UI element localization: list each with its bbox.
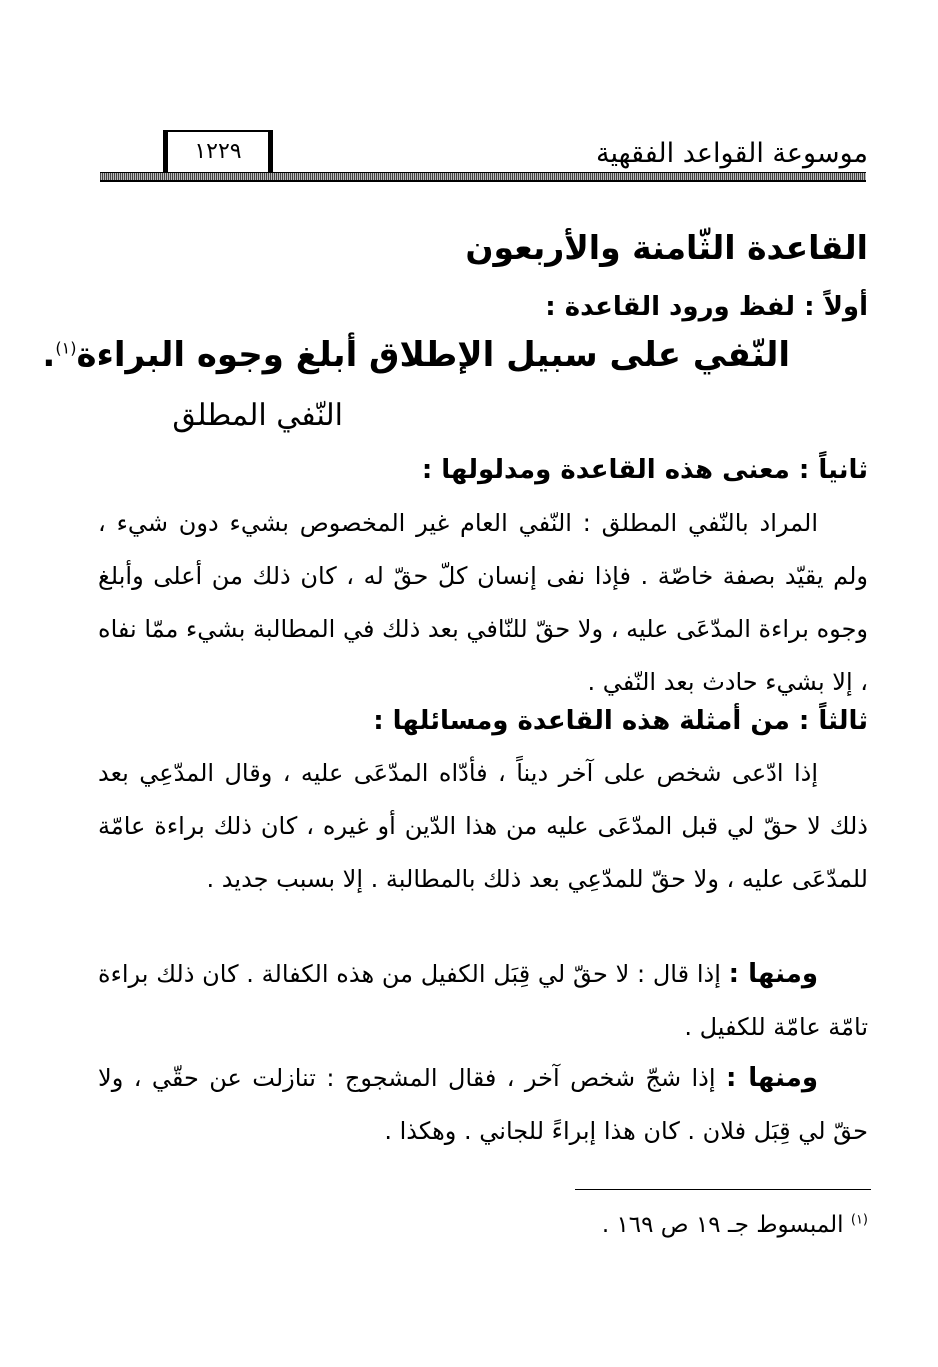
section-heading-meaning: ثانياً : معنى هذه القاعدة ومدلولها : — [421, 455, 868, 485]
example-paragraph-3 — [98, 1052, 868, 1158]
rule-statement-end: . — [42, 335, 56, 375]
section-heading-wording: أولاً : لفظ ورود القاعدة : — [545, 292, 868, 322]
rule-statement-text: النّفي على سبيل الإطلاق أبلغ وجوه البراءة — [76, 335, 790, 375]
footnote-marker: (١) — [55, 338, 77, 358]
footnote — [602, 1212, 868, 1238]
footnote-text: المبسوط جـ ١٩ ص ١٦٩ . — [601, 1212, 844, 1238]
example-paragraph-2 — [98, 948, 868, 1054]
rule-title: القاعدة الثّامنة والأربعون — [465, 228, 868, 267]
meaning-paragraph: المراد بالنّفي المطلق : النّفي العام غير المخصوص بشيء دون شيء ، ولم يقيّد بصفة خاصّة . فإذا نفى إنسان كلّ حقّ له ، كان ذلك من أعلى وأبلغ وجوه براءة المدّعَى عليه ، ولا حقّ للنّافي بعد ذلك في المطالبة بشيء ممّا نفاه ، إلا بشيء حادث بعد النّفي . — [98, 509, 868, 696]
example-2-lead: ومنها : — [728, 959, 818, 989]
section-heading-examples: ثالثاً : من أمثلة هذه القاعدة ومسائلها : — [373, 706, 868, 736]
running-header-title: موسوعة القواعد الفقهية — [596, 138, 868, 169]
page-number: ١٢٢٩ — [194, 139, 242, 164]
rule-alternate-name: النّفي المطلق — [172, 398, 343, 433]
page-number-box — [163, 130, 273, 172]
rule-statement — [42, 335, 790, 375]
example-3-lead: ومنها : — [725, 1063, 818, 1093]
footnote-separator — [575, 1189, 871, 1190]
example-2-text: إذا قال : لا حقّ لي قِبَل الكفيل من هذه الكفالة . كان ذلك براءة تامّة عامّة للكفيل . — [98, 960, 868, 1041]
header-rule — [100, 172, 866, 182]
example-3-text: إذا شجّ شخص آخر ، فقال المشجوج : تنازلت عن حقّي ، ولا حقّ لي قِبَل فلان . كان هذا إبراءً للجاني . وهكذا . — [98, 1064, 868, 1145]
footnote-number: (١) — [850, 1212, 868, 1228]
example-paragraph-1: إذا ادّعى شخص على آخر ديناً ، فأدّاه المدّعَى عليه ، وقال المدّعِي بعد ذلك لا حقّ لي قبل المدّعَى عليه من هذا الدّين أو غيره ، كان ذلك براءة عامّة للمدّعَى عليه ، ولا حقّ للمدّعِي بعد ذلك بالمطالبة . إلا بسبب جديد . — [98, 759, 868, 893]
